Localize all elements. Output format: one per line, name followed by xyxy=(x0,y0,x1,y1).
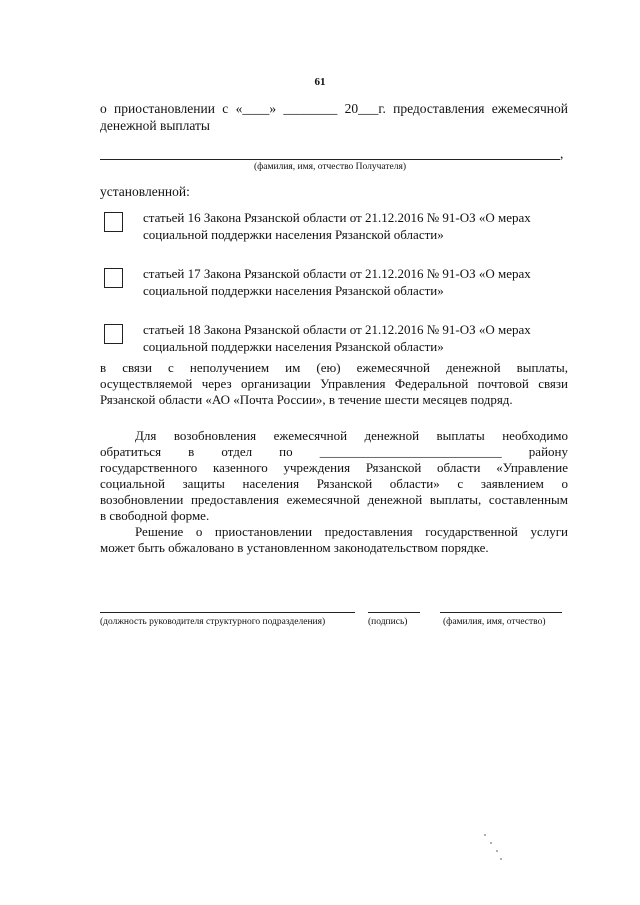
suspension-notice-line-1: о приостановлении с «____» ________ 20___г. предоставления ежемесячной xyxy=(100,101,568,116)
scan-speck xyxy=(496,850,498,852)
established-label: установленной: xyxy=(100,184,190,199)
paragraph-line: Для возобновления ежемесячной денежной выплаты необходимо xyxy=(135,428,568,443)
option-text-line: статьей 18 Закона Рязанской области от 21.12.2016 № 91-ОЗ «О мерах xyxy=(143,322,531,337)
option-article-16-checkbox[interactable] xyxy=(104,212,123,232)
resume-paragraph xyxy=(100,428,568,524)
scan-speck xyxy=(484,834,486,836)
paragraph-line: в связи с неполучением им (ею) ежемесячной денежной выплаты, xyxy=(100,360,568,375)
paragraph-line: осуществляемой через организации Управления Федеральной почтовой связи xyxy=(100,376,568,391)
paragraph-line: обратиться в отдел по ____________________________ району xyxy=(100,444,568,459)
scan-speck xyxy=(500,858,502,860)
option-article-17-checkbox[interactable] xyxy=(104,268,123,288)
option-article-18-text xyxy=(143,322,563,355)
signature-caption: (подпись) xyxy=(368,617,408,627)
recipient-name-line xyxy=(100,159,560,160)
option-article-18-checkbox[interactable] xyxy=(104,324,123,344)
paragraph-line: может быть обжаловано в установленном законодательством порядке. xyxy=(100,540,489,555)
option-article-16-text xyxy=(143,210,563,243)
paragraph-line: в свободной форме. xyxy=(100,508,210,523)
paragraph-line: государственного казенного учреждения Рязанской области «Управление xyxy=(100,460,568,475)
name-caption: (фамилия, имя, отчество) xyxy=(443,617,546,627)
option-text-line: статьей 17 Закона Рязанской области от 21.12.2016 № 91-ОЗ «О мерах xyxy=(143,266,531,281)
page-number: 61 xyxy=(314,76,326,88)
appeal-paragraph xyxy=(100,524,568,556)
position-line xyxy=(100,612,355,613)
option-text-line: статьей 16 Закона Рязанской области от 21.12.2016 № 91-ОЗ «О мерах xyxy=(143,210,531,225)
scan-speck xyxy=(490,842,492,844)
option-article-17-text xyxy=(143,266,563,299)
recipient-name-comma: , xyxy=(560,146,564,161)
option-text-line: социальной поддержки населения Рязанской области» xyxy=(143,282,444,298)
paragraph-line: возобновлении предоставления ежемесячной денежной выплаты, составленным xyxy=(100,492,568,507)
signature-line xyxy=(368,612,420,613)
suspension-notice-line-2: денежной выплаты xyxy=(100,118,210,133)
option-text-line: социальной поддержки населения Рязанской области» xyxy=(143,226,444,242)
reason-paragraph xyxy=(100,360,568,408)
recipient-name-caption: (фамилия, имя, отчество Получателя) xyxy=(253,162,407,172)
option-text-line: социальной поддержки населения Рязанской области» xyxy=(143,338,444,354)
paragraph-line: Рязанской области «АО «Почта России», в течение шести месяцев подряд. xyxy=(100,392,513,407)
paragraph-line: социальной защиты населения Рязанской области» с заявлением о xyxy=(100,476,568,491)
paragraph-line: Решение о приостановлении предоставления государственной услуги xyxy=(135,524,568,539)
position-caption: (должность руководителя структурного подразделения) xyxy=(100,617,326,627)
name-line xyxy=(440,612,562,613)
